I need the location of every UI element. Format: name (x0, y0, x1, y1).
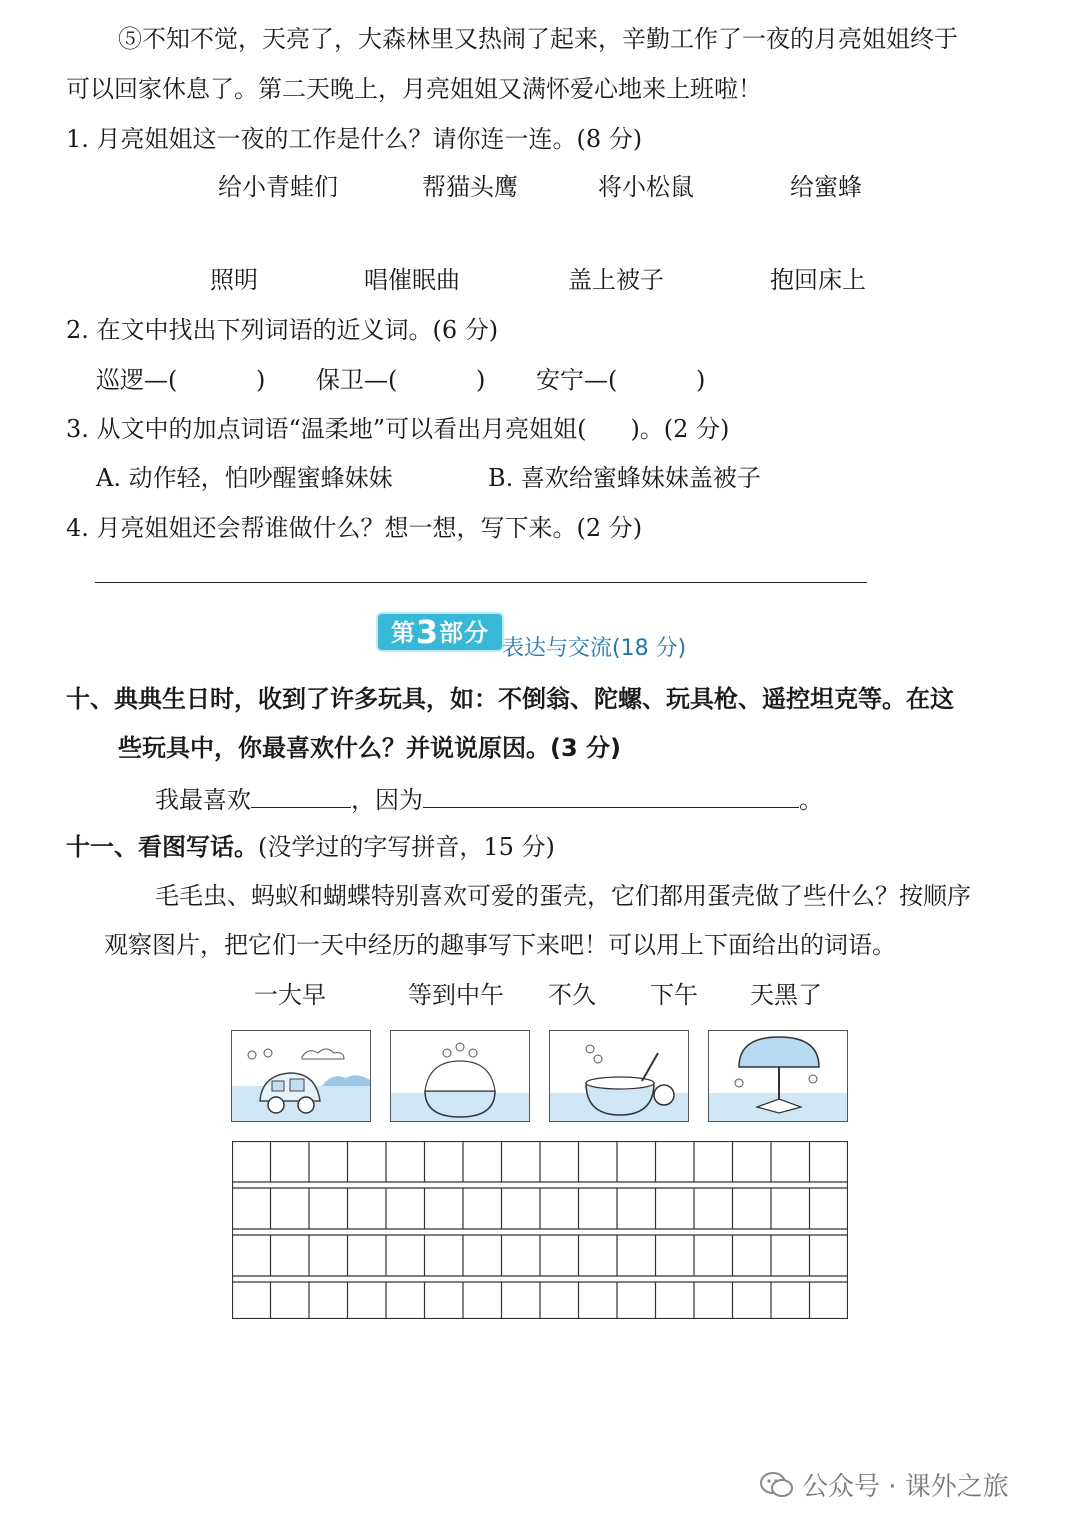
picture-eggshell-drink (549, 1030, 689, 1122)
q11-line-1: 毛毛虫、蚂蚁和蝴蝶特别喜欢可爱的蛋壳，它们都用蛋壳做了些什么？按顺序 (155, 882, 971, 910)
q3-prompt-a: 3. 从文中的加点词语“温柔地”可以看出月亮姐姐( (66, 415, 587, 443)
q3-option-a[interactable]: A. 动作轻，怕吵醒蜜蜂妹妹 (96, 464, 393, 492)
q10-fill (155, 783, 823, 815)
q3-option-b[interactable]: B. 喜欢给蜜蜂妹妹盖被子 (488, 464, 761, 492)
q1-prompt: 1. 月亮姐姐这一夜的工作是什么？请你连一连。(8 分) (66, 125, 643, 153)
q1-top-item[interactable]: 给蜜蜂 (790, 173, 862, 201)
section-badge (378, 614, 502, 650)
q1-bottom-item[interactable]: 唱催眠曲 (364, 266, 460, 294)
q2-item-label: 巡逻—( (96, 366, 178, 394)
q11-word: 一大早 (254, 981, 326, 1009)
q2-close-1: ) (256, 366, 266, 394)
badge-pre: 第 (390, 619, 416, 647)
q2-item-1 (96, 365, 177, 395)
q10-line-2: 些玩具中，你最喜欢什么？并说说原因。(3 分) (118, 734, 621, 762)
watermark-text: 公众号 · 课外之旅 (802, 1472, 1009, 1502)
picture-eggshell-car (231, 1030, 371, 1122)
q2-close-2: ) (476, 366, 486, 394)
q2-item-label: 保卫—( (316, 366, 398, 394)
q10-reason-blank[interactable] (423, 783, 799, 808)
q10-fill-a: 我最喜欢 (155, 786, 251, 814)
q1-bottom-item[interactable]: 照明 (210, 266, 258, 294)
q11-note: (没学过的字写拼音，15 分) (258, 833, 555, 861)
q10-toy-blank[interactable] (251, 783, 351, 808)
badge-num: 3 (415, 613, 440, 651)
q1-bottom-item[interactable]: 抱回床上 (770, 266, 866, 294)
passage-line-2: 可以回家休息了。第二天晚上，月亮姐姐又满怀爱心地来上班啦！ (66, 75, 762, 103)
q11-word: 不久 (548, 981, 596, 1009)
picture-eggshell-food (390, 1030, 530, 1122)
q4-answer-line[interactable] (95, 582, 867, 583)
q1-top-item[interactable]: 给小青蛙们 (218, 173, 338, 201)
watermark (760, 1466, 1009, 1503)
section-title: 表达与交流(18 分) (502, 636, 687, 661)
q2-item-3 (536, 365, 617, 395)
picture-eggshell-shelter (708, 1030, 848, 1122)
q11-word: 天黑了 (750, 981, 822, 1009)
q1-top-item[interactable]: 将小松鼠 (598, 173, 694, 201)
badge-post: 部分 (439, 619, 490, 647)
q2-prompt: 2. 在文中找出下列词语的近义词。(6 分) (66, 316, 499, 344)
q3-prompt-b: )。(2 分) (630, 415, 730, 443)
q11-word: 下午 (650, 981, 698, 1009)
q2-item-label: 安宁—( (536, 366, 618, 394)
q3-prompt (66, 414, 729, 444)
q2-item-2 (316, 365, 397, 395)
q10-line-1: 十、典典生日时，收到了许多玩具，如：不倒翁、陀螺、玩具枪、遥控坦克等。在这 (66, 685, 954, 713)
q4-prompt: 4. 月亮姐姐还会帮谁做什么？想一想，写下来。(2 分) (66, 514, 643, 542)
q11-line-2: 观察图片，把它们一天中经历的趣事写下来吧！可以用上下面给出的词语。 (104, 931, 896, 959)
q11-heading (66, 832, 555, 862)
q2-close-3: ) (696, 366, 706, 394)
writing-grid[interactable] (232, 1141, 848, 1319)
q1-bottom-item[interactable]: 盖上被子 (568, 266, 664, 294)
q1-top-item[interactable]: 帮猫头鹰 (422, 173, 518, 201)
wechat-icon (760, 1471, 794, 1499)
q10-fill-b: ，因为 (351, 786, 423, 814)
q11-title: 十一、看图写话。 (66, 833, 258, 861)
passage-line-1: ⑤不知不觉，天亮了，大森林里又热闹了起来，辛勤工作了一夜的月亮姐姐终于 (118, 25, 958, 53)
q10-fill-end: 。 (799, 786, 823, 814)
q11-word: 等到中午 (408, 981, 504, 1009)
